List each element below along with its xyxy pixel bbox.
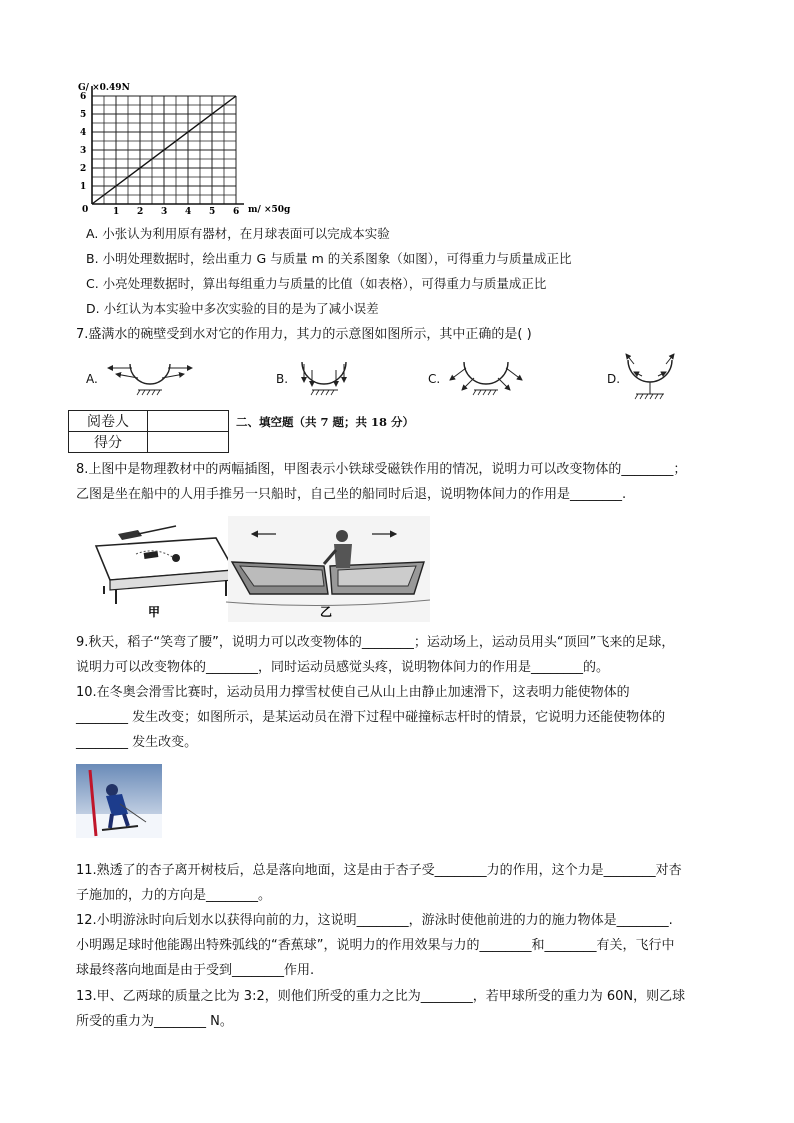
q6-option-d: D. 小红认为本实验中多次实验的目的是为了减小误差: [86, 301, 379, 316]
q12-line-1: 12.小明游泳时向后划水以获得向前的力，这说明________，游泳时使他前进的力的施力物体是________.: [76, 913, 673, 928]
q7-figure-a: [98, 356, 198, 398]
q6-option-a: A. 小张认为利用原有器材，在月球表面可以完成本实验: [86, 226, 390, 241]
magnet-table-image: [96, 526, 234, 619]
q8-illustrations: [76, 516, 430, 622]
x-axis-label: m/ ×50g: [248, 205, 291, 215]
score-table: [68, 410, 229, 453]
x-tick-label: 3: [161, 207, 168, 217]
q7-figure-d: [620, 350, 680, 406]
q12-line-3: 球最终落向地面是由于受到________作用.: [76, 963, 315, 978]
q6-option-b: B. 小明处理数据时，绘出重力 G 与质量 m 的关系图象（如图），可得重力与质量成正比: [86, 251, 572, 266]
fig-label-jia: 甲: [148, 605, 161, 619]
y-tick-label: 3: [80, 146, 87, 156]
section-2-title: 二、填空题（共 7 题；共 18 分）: [236, 415, 415, 429]
origin-label: 0: [82, 205, 89, 215]
y-axis-label: G/ ×0.49N: [78, 83, 130, 93]
x-tick-label: 2: [137, 207, 144, 217]
y-tick-label: 2: [80, 164, 87, 174]
reviewer-label: 阅卷人: [69, 411, 148, 432]
fig-label-yi: 乙: [320, 605, 333, 619]
score-label: 得分: [69, 432, 148, 453]
q7-label-a: A.: [86, 372, 98, 386]
q12-line-2: 小明踢足球时他能踢出特殊弧线的“香蕉球”，说明力的作用效果与力的________和________有关，飞行中: [76, 938, 675, 953]
q7-label-c: C.: [428, 372, 441, 386]
q11-line-2: 子施加的，力的方向是________。: [76, 888, 272, 903]
q10-line-3: ________ 发生改变。: [76, 735, 198, 750]
y-tick-label: 6: [80, 92, 87, 102]
q7-label-b: B.: [276, 372, 289, 386]
q13-line-2: 所受的重力为________ N。: [76, 1014, 233, 1029]
score-cell: [148, 432, 229, 453]
q11-line-1: 11.熟透了的杏子离开树枝后，总是落向地面，这是由于杏子受________力的作用，这个力是________对杏: [76, 863, 682, 878]
boats-image: [226, 516, 430, 622]
y-tick-label: 5: [80, 110, 87, 120]
q6-option-c: C. 小亮处理数据时，算出每组重力与质量的比值（如表格），可得重力与质量成正比: [86, 276, 547, 291]
y-tick-label: 4: [80, 128, 87, 138]
x-tick-label: 4: [185, 207, 192, 217]
skier-image: [76, 764, 162, 838]
q7-figure-c: [440, 356, 530, 398]
q10-line-2: ________ 发生改变；如图所示，是某运动员在滑下过程中碰撞标志杆时的情景，它说明力还能使物体的: [76, 710, 666, 725]
x-tick-label: 6: [233, 207, 240, 217]
reviewer-cell: [148, 411, 229, 432]
q8-line-1: 8.上图中是物理教材中的两幅插图，甲图表示小铁球受磁铁作用的情况，说明力可以改变物体的________；: [76, 462, 687, 477]
y-tick-label: 1: [80, 182, 87, 192]
q7-figure-b: [290, 356, 360, 398]
q8-line-2: 乙图是坐在船中的人用手推另一只船时，自己坐的船同时后退，说明物体间力的作用是________.: [76, 487, 627, 502]
x-tick-label: 1: [113, 207, 120, 217]
q10-line-1: 10.在冬奥会滑雪比赛时，运动员用力撑雪杖使自己从山上由静止加速滑下，这表明力能使物体的: [76, 685, 630, 700]
gravity-mass-graph: [70, 78, 310, 220]
q7-label-d: D.: [607, 372, 621, 386]
x-tick-label: 5: [209, 207, 216, 217]
q9-line-2: 说明力可以改变物体的________，同时运动员感觉头疼，说明物体间力的作用是________的。: [76, 660, 610, 675]
q9-line-1: 9.秋天，稻子“笑弯了腰”，说明力可以改变物体的________；运动场上，运动员用头“顶回”飞来的足球，: [76, 635, 675, 650]
q13-line-1: 13.甲、乙两球的质量之比为 3:2，则他们所受的重力之比为________，若甲球所受的重力为 60N，则乙球: [76, 989, 686, 1004]
q7-stem: 7.盛满水的碗壁受到水对它的作用力，其力的示意图如图所示，其中正确的是( ): [76, 327, 532, 342]
